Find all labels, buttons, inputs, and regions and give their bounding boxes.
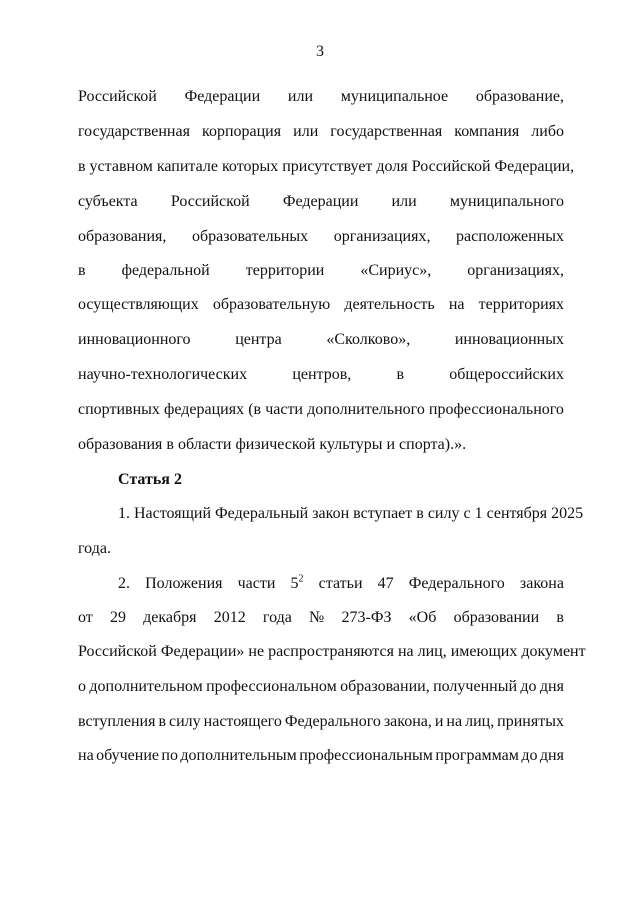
word: образовательную [212, 296, 331, 313]
text-line [78, 608, 564, 628]
article-heading: Статья 2 [118, 471, 182, 488]
word: компания [454, 123, 520, 140]
word: Федерального [408, 575, 505, 592]
word: Федерального [284, 713, 381, 730]
word: образования, [78, 228, 167, 245]
word: по [161, 747, 178, 764]
word: образовании [453, 609, 540, 626]
word: или [391, 193, 417, 210]
word: деятельность [344, 296, 435, 313]
text-line [78, 365, 564, 385]
word: федерациях [163, 401, 245, 418]
word: в [158, 713, 167, 730]
text-line [78, 712, 564, 732]
word: научно-технологических [78, 366, 248, 383]
word: Российской [78, 88, 157, 105]
word-with-superscript [291, 574, 304, 594]
word: в [78, 262, 86, 279]
word: декабря [143, 609, 197, 626]
word: от [78, 609, 93, 626]
text-line: 1. Настоящий Федеральный закон вступает в силу с 1 сентября 2025 [118, 505, 584, 522]
text-line: в уставном капитале которых присутствует доля Российской Федерации, [78, 158, 575, 175]
word: центра [235, 331, 282, 348]
text-line [78, 400, 564, 420]
word: Российской [170, 193, 250, 210]
word: образовательных [191, 228, 309, 245]
word: силу [169, 713, 201, 730]
word: на [446, 713, 463, 730]
word: инновационного [78, 331, 191, 348]
word: до [520, 678, 537, 695]
word: общероссийских [449, 366, 564, 383]
text-line [78, 192, 564, 212]
word: 2. [118, 575, 130, 592]
word: 47 [377, 575, 394, 592]
word: и [434, 713, 444, 730]
word: о [78, 678, 86, 695]
word: профессиональным [299, 747, 433, 764]
word: «Об [408, 609, 437, 626]
word: Федерации [184, 88, 261, 105]
word: 273-ФЗ [341, 609, 392, 626]
word: спортивных [78, 401, 160, 418]
word: организациях, [467, 262, 564, 279]
text-line: Российской Федерации» не распространяются на лиц, имеющих документ [78, 643, 586, 660]
word: части [237, 575, 276, 592]
word: лиц, [465, 713, 495, 730]
word: или [293, 123, 319, 140]
word: вступления [78, 713, 156, 730]
word: организациях, [333, 228, 431, 245]
word: инновационных [454, 331, 564, 348]
word: дополнительного [307, 401, 425, 418]
word: года [262, 609, 292, 626]
word: государственная [330, 123, 443, 140]
word: либо [531, 123, 564, 140]
word: в [556, 609, 564, 626]
text-line [78, 87, 564, 107]
word: расположенных [456, 228, 564, 245]
word: осуществляющих [78, 296, 199, 313]
text-line [78, 330, 564, 350]
word: дня [539, 678, 564, 695]
text-line [78, 122, 564, 142]
word: Положения [145, 575, 223, 592]
word: центров, [292, 366, 352, 383]
word: на [78, 747, 94, 764]
word: федеральной [121, 262, 210, 279]
word: программам [435, 747, 519, 764]
text-line [78, 227, 564, 247]
word: закона [519, 575, 564, 592]
word: образовании, [340, 678, 430, 695]
word: субъекта [78, 193, 138, 210]
text-line [78, 677, 564, 697]
text-line [118, 574, 564, 594]
word: профессионального [428, 401, 564, 418]
word: дополнительном [89, 678, 203, 695]
word: территории [245, 262, 325, 279]
word: принятых [497, 713, 564, 730]
text-line [78, 261, 564, 281]
word: корпорация [201, 123, 282, 140]
word: на [448, 296, 465, 313]
word: 29 [109, 609, 126, 626]
word: обучение [96, 747, 159, 764]
text-line: образования в области физической культуры и спорта).». [78, 436, 467, 453]
word: государственная [78, 123, 190, 140]
text-line [78, 746, 564, 766]
word: закона, [383, 713, 432, 730]
word: № [309, 609, 325, 626]
word: Федерации [282, 193, 359, 210]
text-line [78, 295, 564, 315]
word: статьи [318, 575, 363, 592]
superscript: 2 [298, 573, 304, 585]
word: профессиональном [206, 678, 337, 695]
page-number: 3 [316, 43, 324, 60]
word: или [287, 88, 314, 105]
word: полученный [433, 678, 517, 695]
word: территориях [478, 296, 564, 313]
word: «Сколково», [326, 331, 411, 348]
word: 2012 [213, 609, 246, 626]
word: муниципального [449, 193, 564, 210]
word: дополнительным [180, 747, 297, 764]
word: 5 [290, 575, 299, 592]
word: образование, [475, 88, 564, 105]
word: муниципальное [340, 88, 449, 105]
word: «Сириус», [360, 262, 432, 279]
word: части [265, 401, 303, 418]
word: в [396, 366, 405, 383]
word: настоящего [203, 713, 282, 730]
word: (в [248, 401, 262, 418]
text-line: года. [78, 540, 111, 557]
word: дня [539, 747, 564, 764]
word: до [521, 747, 538, 764]
